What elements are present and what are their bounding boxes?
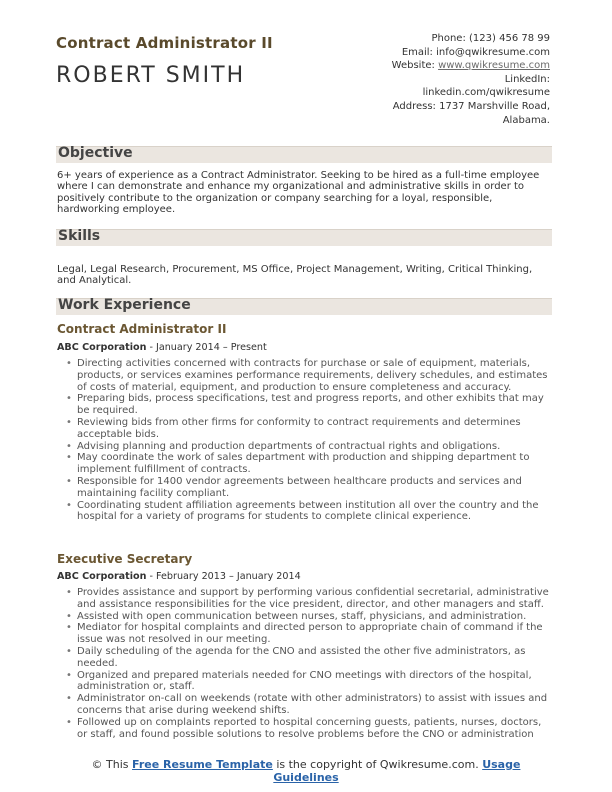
skills-heading: Skills xyxy=(58,228,101,244)
list-item: • Organized and prepared materials needed for CNO meetings with directors of the hospital, administration or, staff. xyxy=(77,670,551,694)
skills-text: Legal, Legal Research, Procurement, MS Office, Project Management, Writing, Critical Thinking, and Analytical. xyxy=(57,264,533,287)
objective-text: 6+ years of experience as a Contract Administrator. Seeking to be hired as a full-time employee where I can demonstrate and enhance my organizational and administrative skills in order to positively contribute to the organization or company searching for a loyal, responsible, hardworking employee. xyxy=(57,170,540,216)
job-company: ABC Corporation xyxy=(57,342,147,353)
list-item: • Preparing bids, process specifications, test and progress reports, and other exhibits that may be required. xyxy=(77,393,551,417)
resume-job-title: Contract Administrator II xyxy=(56,34,273,52)
job-dates: - January 2014 – Present xyxy=(146,342,267,353)
email-line xyxy=(290,46,550,60)
list-item: • Responsible for 1400 vendor agreements between healthcare products and services and maintaining facility compliant. xyxy=(77,476,551,500)
linkedin-label: LinkedIn: xyxy=(504,73,550,85)
job-role: Contract Administrator II xyxy=(57,322,227,336)
address-label: Address: xyxy=(392,100,436,112)
address-value-2: Alabama. xyxy=(502,114,550,126)
phone-label: Phone: xyxy=(431,33,466,44)
skills-bar xyxy=(56,229,552,246)
list-item: • Assisted with open communication between nurses, staff, physicians, and administration. xyxy=(77,611,551,623)
address-line xyxy=(290,100,550,114)
list-item: • May coordinate the work of sales department with production and shipping department to implement fulfillment of contracts. xyxy=(77,452,551,476)
website-label: Website: xyxy=(391,60,435,72)
phone-value: (123) 456 78 99 xyxy=(469,33,550,44)
list-item: • Provides assistance and support by performing various confidential secretarial, administrative and assistance responsibilities for the vice president, director, and other managers and staff. xyxy=(77,587,551,611)
list-item: • Coordinating student affiliation agreements between institution all over the country and the hospital for a variety of programs for students to complete clinical experience. xyxy=(77,500,551,524)
job-bullet-list xyxy=(64,587,551,740)
job-role: Executive Secretary xyxy=(57,552,193,566)
address-value-1: 1737 Marshville Road, xyxy=(439,100,550,112)
job-company-line xyxy=(57,571,301,582)
list-item: • Followed up on complaints reported to hospital concerning guests, patients, nurses, doctors, or staff, and found possible solutions to resolve problems before the CNO or administration xyxy=(77,717,551,741)
usage-link[interactable]: Usage xyxy=(482,758,521,771)
footer-middle: is the copyright of Qwikresume.com. xyxy=(272,758,483,771)
work-heading: Work Experience xyxy=(58,297,191,313)
footer-prefix: © This xyxy=(91,758,133,771)
list-item: • Directing activities concerned with contracts for purchase or sale of equipment, materials, products, or services examines performance requirements, delivery schedules, and estimates of costs of material, equipment, and production to ensure completeness and accuracy. xyxy=(77,358,551,393)
email-label: Email: xyxy=(401,46,433,58)
objective-heading: Objective xyxy=(58,145,133,161)
contact-block xyxy=(290,32,550,127)
website-link[interactable]: www.qwikresume.com xyxy=(438,60,550,72)
linkedin-value[interactable]: linkedin.com/qwikresume xyxy=(422,87,550,99)
free-resume-template-link[interactable]: Free Resume Template xyxy=(132,758,273,771)
job-company: ABC Corporation xyxy=(57,571,147,582)
phone-line xyxy=(290,32,550,46)
copyright-footer xyxy=(56,758,556,784)
job-dates: - February 2013 – January 2014 xyxy=(146,571,301,582)
job-bullet-list xyxy=(64,358,551,523)
list-item: • Mediator for hospital complaints and directed person to appropriate chain of command if the issue was not resolved in our meeting. xyxy=(77,622,551,646)
list-item: • Reviewing bids from other firms for conformity to contract requirements and determines acceptable bids. xyxy=(77,417,551,441)
website-line xyxy=(290,59,550,73)
candidate-name: ROBERT SMITH xyxy=(56,63,246,88)
list-item: • Daily scheduling of the agenda for the CNO and assisted the other five administrators, as needed. xyxy=(77,646,551,670)
email-value[interactable]: info@qwikresume.com xyxy=(436,46,550,58)
guidelines-link[interactable]: Guidelines xyxy=(273,771,339,784)
job-company-line xyxy=(57,342,267,353)
list-item: • Advising planning and production departments of contractual rights and obligations. xyxy=(77,441,551,453)
list-item: • Administrator on-call on weekends (rotate with other administrators) to assist with issues and concerns that arise during weekend shifts. xyxy=(77,693,551,717)
